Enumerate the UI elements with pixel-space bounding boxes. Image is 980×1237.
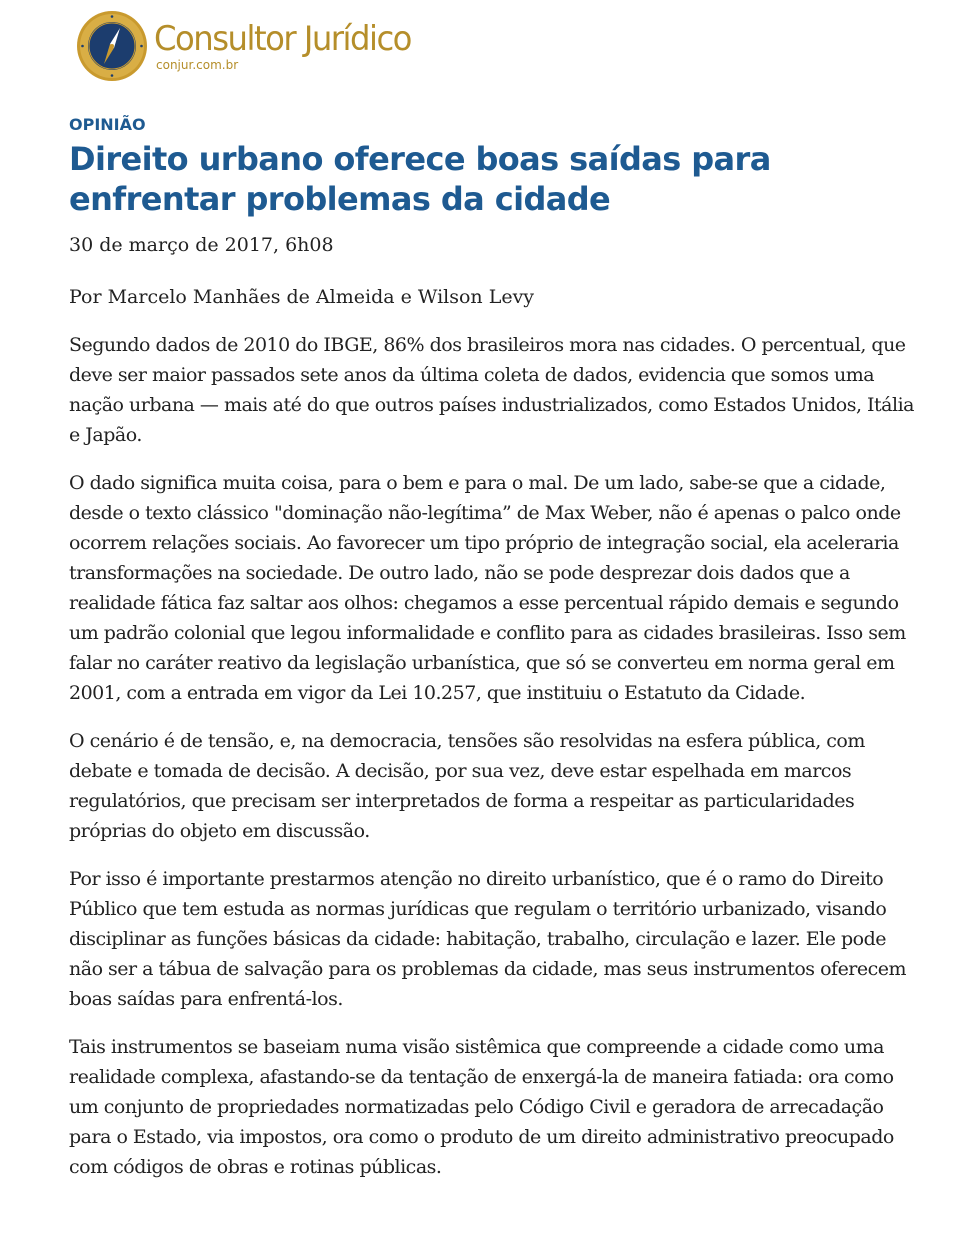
logo-wordmark[interactable] — [154, 20, 424, 72]
publish-date: 30 de março de 2017, 6h08 — [69, 234, 334, 256]
byline: Por Marcelo Manhães de Almeida e Wilson Levy — [69, 286, 535, 308]
logo-name: Consultor Jurídico — [154, 19, 411, 59]
logo-url: conjur.com.br — [156, 58, 239, 72]
paragraph-3: O cenário é de tensão, e, na democracia, tensões são resolvidas na esfera pública, com debate e tomada de decisão. A decisão, por sua vez, deve estar espelhada em marcos regulatórios, que precisam ser interpretados de forma a respeitar as particularidades próprias do objeto em discussão. — [69, 730, 865, 842]
site-header — [76, 10, 424, 82]
paragraph-5: Tais instrumentos se baseiam numa visão sistêmica que compreende a cidade como uma realidade complexa, afastando-se da tentação de enxergá-la de maneira fatiada: ora como um conjunto de propriedades normatizadas pelo Código Civil e geradora de arrecadação para o Estado, via impostos, ora como o produto de um direito administrativo preocupado com códigos de obras e rotinas públicas. — [69, 1036, 894, 1178]
paragraph-4: Por isso é importante prestarmos atenção no direito urbanístico, que é o ramo do Direito Público que tem estuda as normas jurídicas que regulam o território urbanizado, visando disciplinar as funções básicas da cidade: habitação, trabalho, circulação e lazer. Ele pode não ser a tábua de salvação para os problemas da cidade, mas seus instrumentos oferecem boas saídas para enfrentá-los. — [69, 868, 907, 1010]
paragraph-1: Segundo dados de 2010 do IBGE, 86% dos brasileiros mora nas cidades. O percentual, que deve ser maior passados sete anos da última coleta de dados, evidencia que somos uma nação urbana — mais até do que outros países industrializados, como Estados Unidos, Itália e Japão. — [69, 334, 914, 446]
paragraph-2: O dado significa muita coisa, para o bem e para o mal. De um lado, sabe-se que a cidade, desde o texto clássico "dominação não-legítima” de Max Weber, não é apenas o palco onde ocorrem relações sociais. Ao favorecer um tipo próprio de integração social, ela aceleraria transformações na sociedade. De outro lado, não se pode desprezar dois dados que a realidade fática faz saltar aos olhos: chegamos a esse percentual rápido demais e segundo um padrão colonial que legou informalidade e conflito para as cidades brasileiras. Isso sem falar no caráter reativo da legislação urbanística, que só se converteu em norma geral em 2001, com a entrada em vigor da Lei 10.257, que instituiu o Estatuto da Cidade. — [69, 472, 906, 704]
article — [69, 113, 919, 1182]
compass-logo-icon[interactable] — [76, 10, 148, 82]
article-title: Direito urbano oferece boas saídas para enfrentar problemas da cidade — [69, 140, 771, 218]
section-label[interactable]: OPINIÃO — [69, 115, 146, 134]
